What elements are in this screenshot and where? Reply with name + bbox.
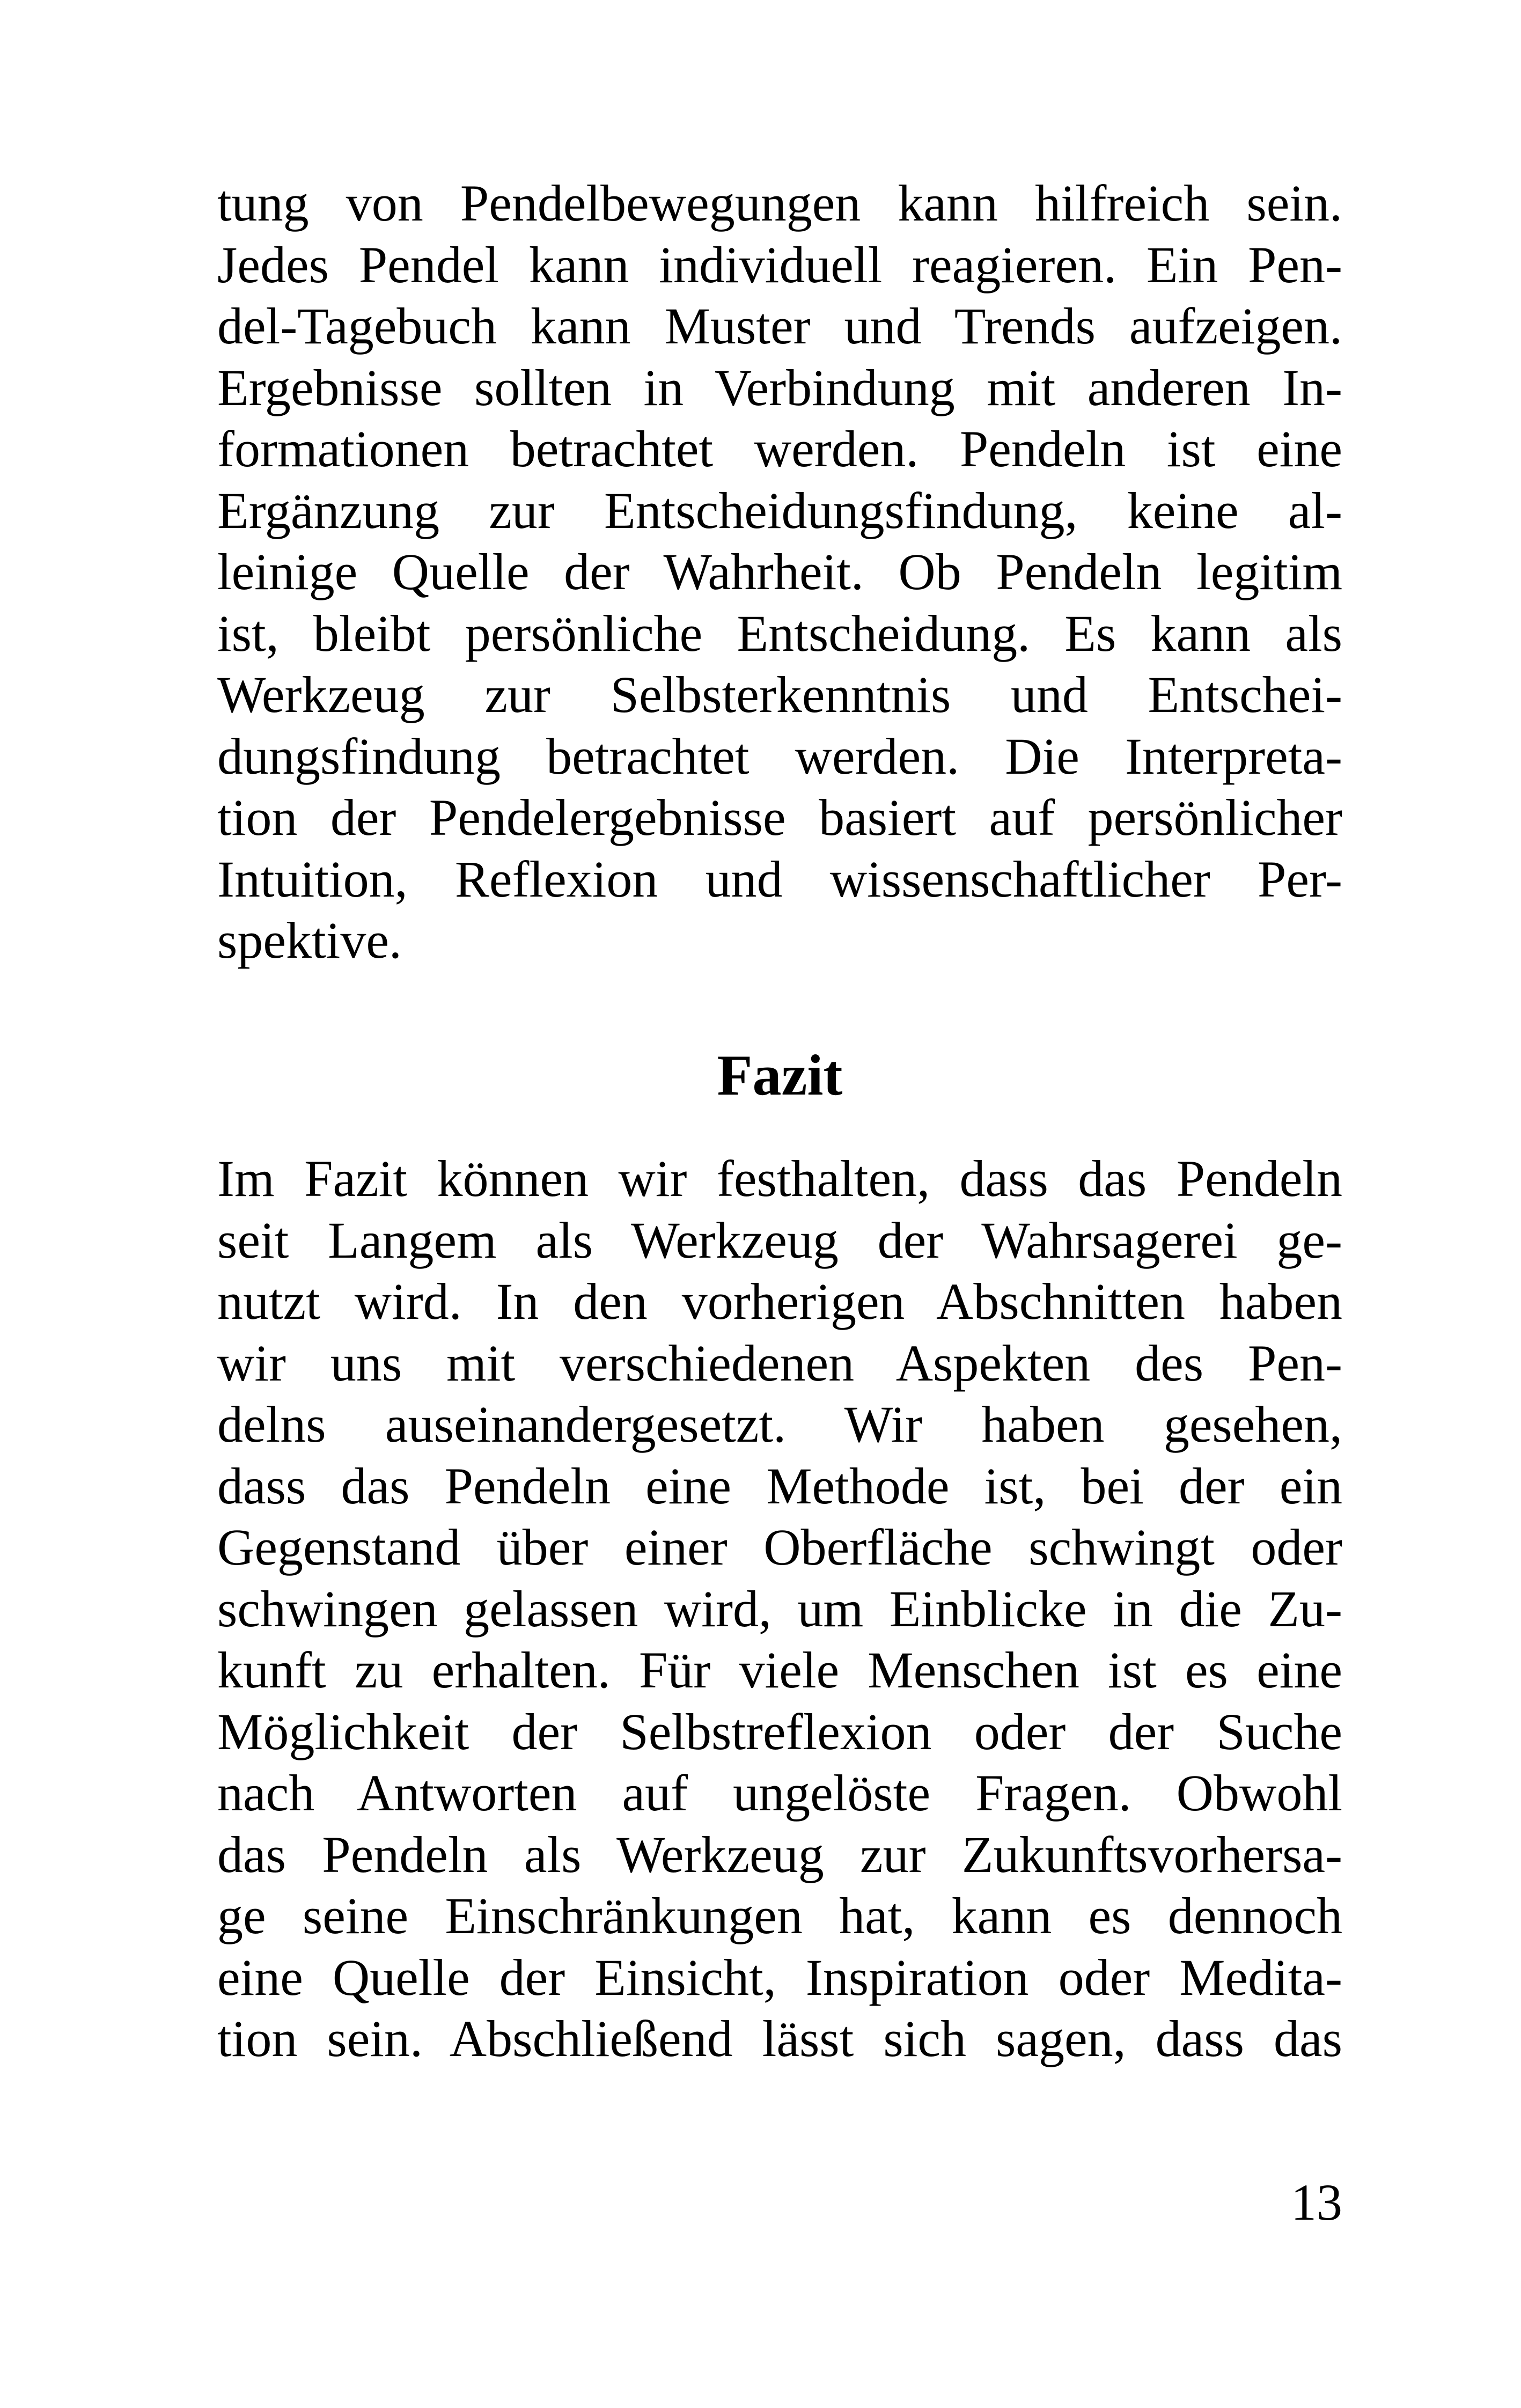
text-line: Intuition, Reflexion und wissenschaftlicher Per- (217, 850, 1342, 908)
text-line: Jedes Pendel kann individuell reagieren. Ein Pen- (217, 236, 1342, 293)
text-line: nutzt wird. In den vorherigen Abschnitten haben (217, 1273, 1342, 1330)
text-line: wir uns mit verschiedenen Aspekten des Pen- (217, 1334, 1342, 1392)
text-line: Werkzeug zur Selbsterkenntnis und Entschei- (217, 666, 1342, 723)
text-line: eine Quelle der Einsicht, Inspiration oder Medita- (217, 1948, 1342, 2006)
text-line: kunft zu erhalten. Für viele Menschen ist es eine (217, 1641, 1342, 1699)
text-line: dass das Pendeln eine Methode ist, bei der ein (217, 1457, 1342, 1515)
text-line: das Pendeln als Werkzeug zur Zukunftsvorhersa- (217, 1825, 1342, 1883)
text-line: formationen betrachtet werden. Pendeln ist eine (217, 420, 1342, 478)
text-line: tung von Pendelbewegungen kann hilfreich sein. (217, 174, 1342, 232)
text-line: tion der Pendelergebnisse basiert auf persönlicher (217, 789, 1342, 846)
text-line: delns auseinandergesetzt. Wir haben gesehen, (217, 1396, 1342, 1453)
page-number: 13 (1291, 2174, 1342, 2231)
text-line: leinige Quelle der Wahrheit. Ob Pendeln legitim (217, 543, 1342, 600)
text-line: nach Antworten auf ungelöste Fragen. Obwohl (217, 1764, 1342, 1822)
text-line: del-Tagebuch kann Muster und Trends aufzeigen. (217, 297, 1342, 355)
text-line: ist, bleibt persönliche Entscheidung. Es kann als (217, 604, 1342, 662)
text-line: seit Langem als Werkzeug der Wahrsagerei ge- (217, 1211, 1342, 1269)
text-line: schwingen gelassen wird, um Einblicke in die Zu- (217, 1580, 1342, 1638)
text-line: ge seine Einschränkungen hat, kann es dennoch (217, 1887, 1342, 1944)
text-line: spektive. (217, 912, 402, 969)
text-line: tion sein. Abschließend lässt sich sagen, dass das (217, 2010, 1342, 2067)
text-line: Gegenstand über einer Oberfläche schwingt oder (217, 1518, 1342, 1576)
paragraph-intro (217, 173, 1342, 972)
text-line: Möglichkeit der Selbstreflexion oder der Suche (217, 1702, 1342, 1760)
section-heading: Fazit (717, 1044, 843, 1107)
paragraph-fazit (217, 1148, 1342, 2070)
text-line: dungsfindung betrachtet werden. Die Interpreta- (217, 727, 1342, 785)
text-line: Ergänzung zur Entscheidungsfindung, keine al- (217, 481, 1342, 539)
text-line: Im Fazit können wir festhalten, dass das Pendeln (217, 1150, 1342, 1207)
text-line: Ergebnisse sollten in Verbindung mit anderen In- (217, 358, 1342, 416)
